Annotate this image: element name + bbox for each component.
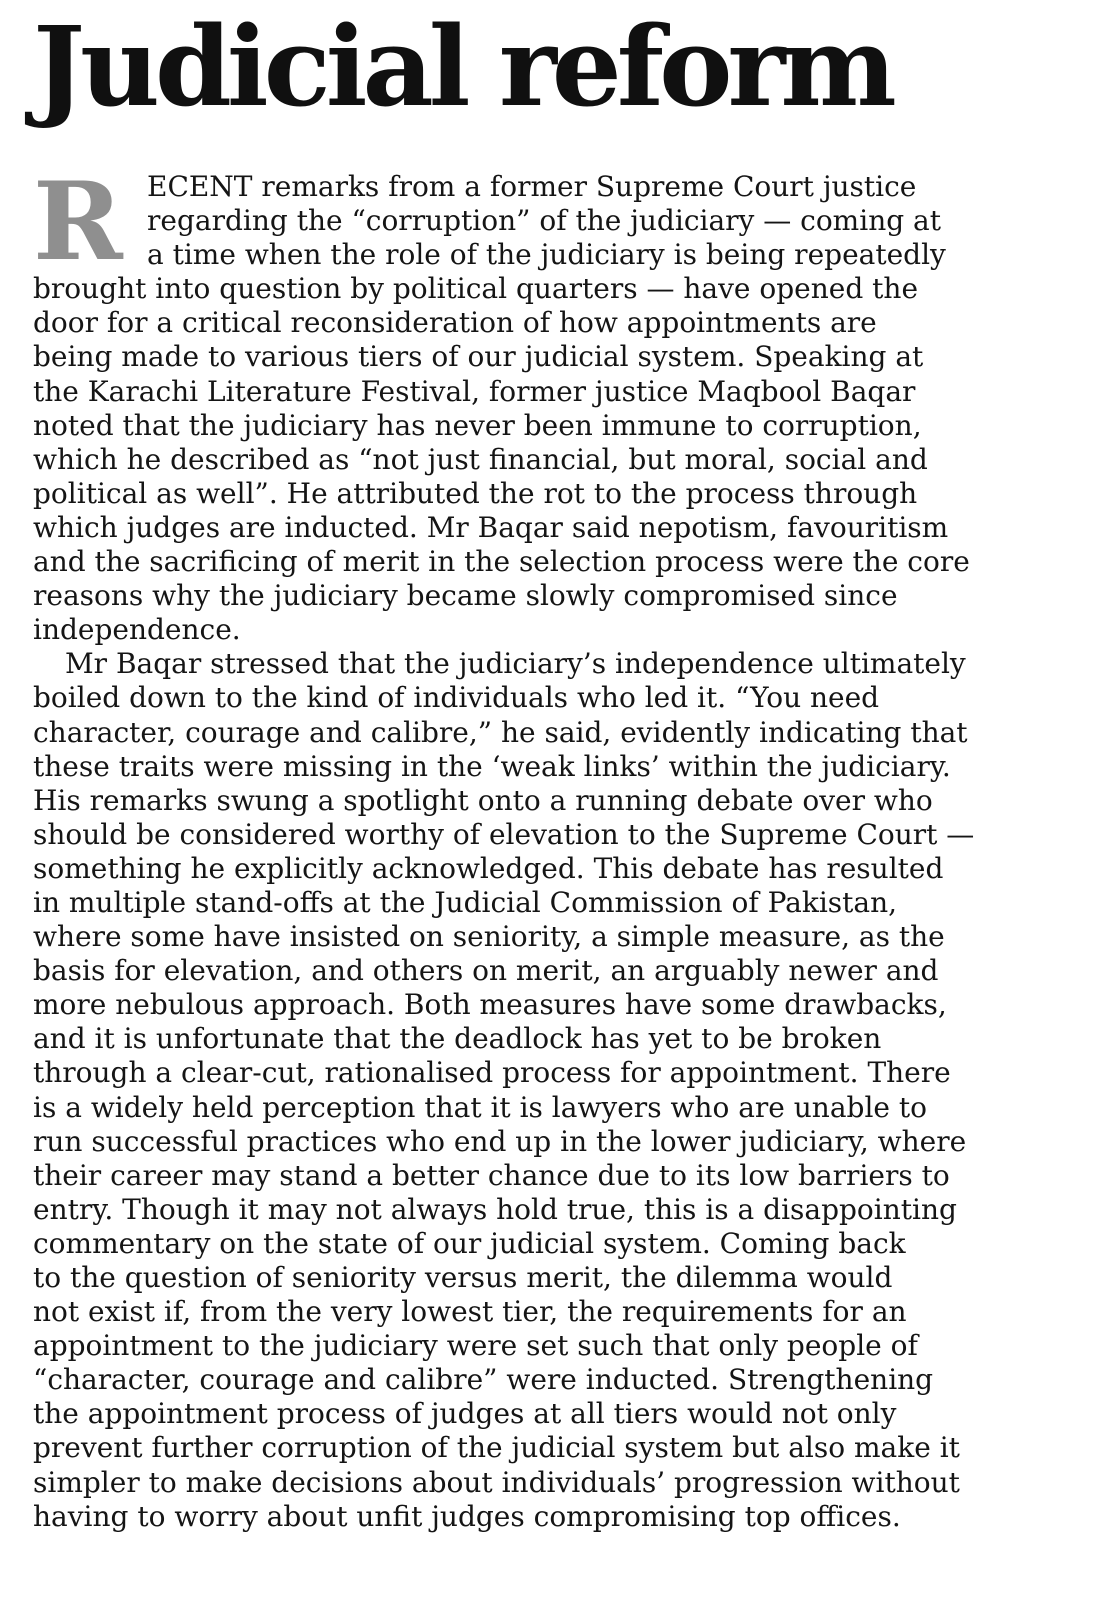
body-line: independence. <box>33 613 241 647</box>
body-line: where some have insisted on seniority, a simple measure, as the <box>33 920 945 954</box>
body-line: noted that the judiciary has never been immune to corruption, <box>33 408 922 442</box>
body-line: His remarks swung a spotlight onto a running debate over who <box>33 783 933 817</box>
body-line: these traits were missing in the ‘weak links’ within the judiciary. <box>33 749 951 783</box>
body-line: through a clear-cut, rationalised process for appointment. There <box>33 1056 951 1090</box>
body-line: door for a critical reconsideration of how appointments are <box>33 306 877 340</box>
body-line: “character, courage and calibre” were inducted. Strengthening <box>33 1363 934 1397</box>
body-line: not exist if, from the very lowest tier, the requirements for an <box>33 1295 907 1329</box>
body-line: boiled down to the kind of individuals who led it. “You need <box>33 681 880 715</box>
drop-cap: R <box>33 159 123 285</box>
body-line: having to worry about unfit judges compromising top offices. <box>33 1499 901 1533</box>
paragraph-2 <box>33 647 1073 1533</box>
body-line: appointment to the judiciary were set such that only people of <box>33 1329 918 1363</box>
body-line: entry. Though it may not always hold true, this is a disappointing <box>33 1192 957 1226</box>
body-line: simpler to make decisions about individuals’ progression without <box>33 1465 960 1499</box>
body-line: prevent further corruption of the judicial system but also make it <box>33 1431 960 1465</box>
body-line: brought into question by political quarters — have opened the <box>33 272 919 306</box>
body-line: ECENT remarks from a former Supreme Court justice <box>147 170 917 203</box>
body-line: being made to various tiers of our judicial system. Speaking at <box>33 340 924 374</box>
body-line: run successful practices who end up in the lower judiciary, where <box>33 1124 967 1158</box>
body-line: more nebulous approach. Both measures have some drawbacks, <box>33 988 947 1022</box>
body-line: their career may stand a better chance due to its low barriers to <box>33 1158 950 1192</box>
body-line: reasons why the judiciary became slowly compromised since <box>33 579 898 613</box>
paragraph-1 <box>33 159 1073 647</box>
body-line: which judges are inducted. Mr Baqar said nepotism, favouritism <box>33 510 949 544</box>
body-line: is a widely held perception that it is lawyers who are unable to <box>33 1090 927 1124</box>
body-line: a time when the role of the judiciary is being repeatedly <box>147 238 946 272</box>
body-line: to the question of seniority versus merit, the dilemma would <box>33 1261 893 1294</box>
article-body <box>33 159 1073 1534</box>
body-line: something he explicitly acknowledged. This debate has resulted <box>33 851 944 885</box>
body-line: in multiple stand-offs at the Judicial Commission of Pakistan, <box>33 885 898 919</box>
body-line: the appointment process of judges at all tiers would not only <box>33 1397 897 1431</box>
body-line: should be considered worthy of elevation to the Supreme Court — <box>33 817 975 851</box>
body-line: and it is unfortunate that the deadlock has yet to be broken <box>33 1022 882 1056</box>
body-line: which he described as “not just financial, but moral, social and <box>33 442 928 476</box>
body-line: basis for elevation, and others on merit, an arguably newer and <box>33 954 939 988</box>
body-line: regarding the “corruption” of the judiciary — coming at <box>147 204 941 238</box>
body-line: commentary on the state of our judicial system. Coming back <box>33 1226 906 1260</box>
body-line: Mr Baqar stressed that the judiciary’s independence ultimately <box>65 647 966 681</box>
headline: Judicial reform <box>33 2 892 131</box>
body-line: political as well”. He attributed the rot to the process through <box>33 476 918 510</box>
body-line: and the sacrificing of merit in the selection process were the core <box>33 545 970 579</box>
body-line: character, courage and calibre,” he said, evidently indicating that <box>33 715 968 749</box>
body-line: the Karachi Literature Festival, former justice Maqbool Baqar <box>33 374 916 408</box>
